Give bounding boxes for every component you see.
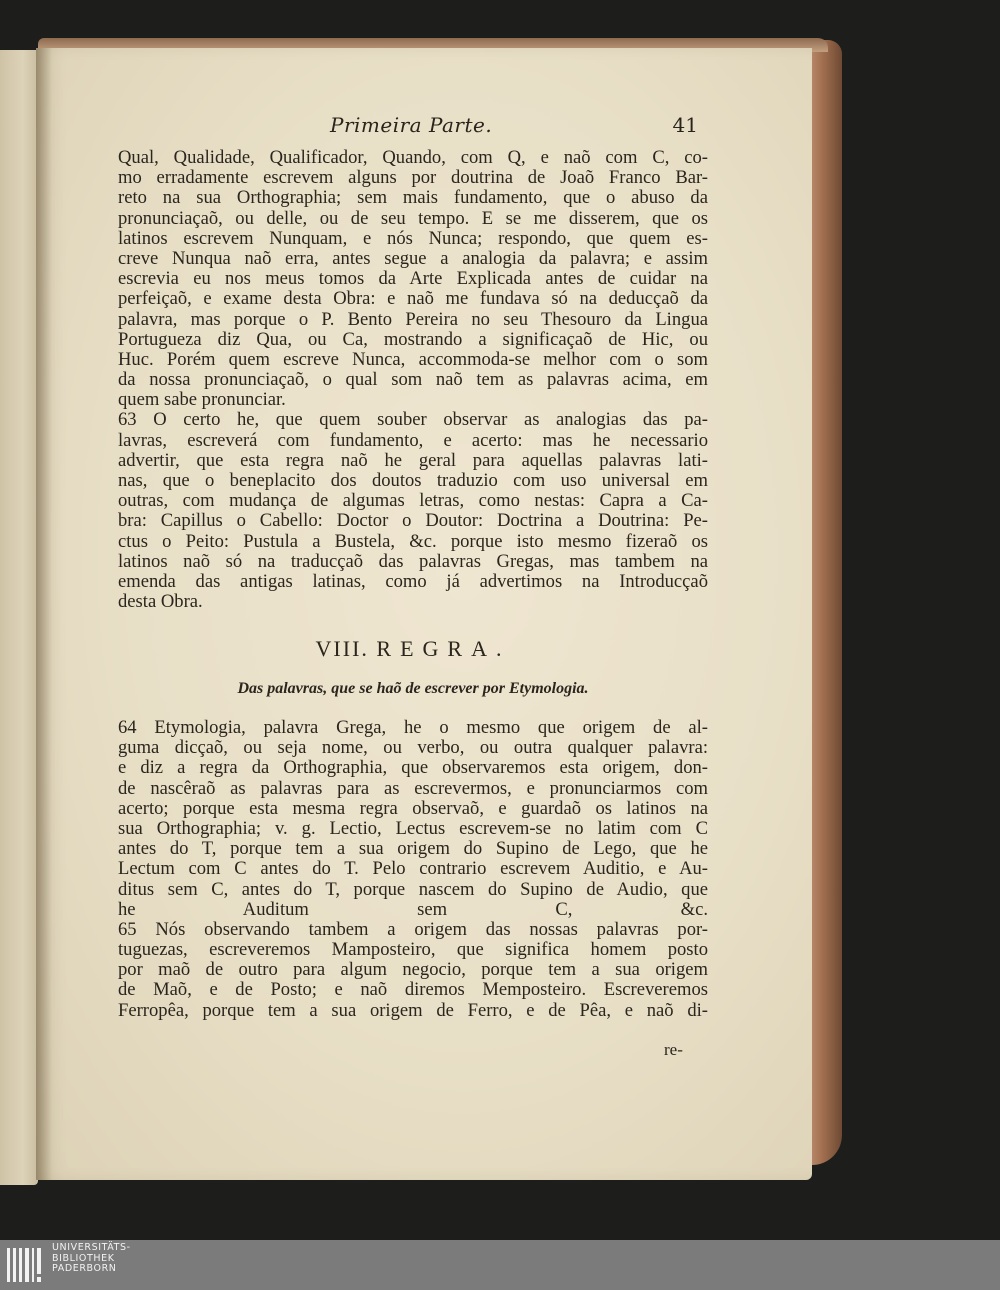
page-header bbox=[118, 113, 710, 143]
footer-bar bbox=[0, 1240, 1000, 1290]
section-subtitle: Das palavras, que se haõ de escrever por Etymologia. bbox=[237, 680, 589, 697]
text-line: palavra, mas porque o P. Bento Pereira no seu Thesouro da Lingua bbox=[118, 308, 708, 330]
text-line: da nossa pronunciaçaõ, o qual som naõ tem as palavras acima, em bbox=[118, 369, 708, 391]
text-line: bra: Capillus o Cabello: Doctor o Doutor: Doctrina a Doutrina: Pe- bbox=[118, 510, 708, 532]
text-line: Huc. Porém quem escreve Nunca, accommoda-se melhor com o som bbox=[118, 348, 708, 370]
text-line: 64 Etymologia, palavra Grega, he o mesmo que origem de al- bbox=[118, 717, 708, 738]
text-line: ctus o Peito: Pustula a Bustela, &c. porque isto mesmo fizeraõ os bbox=[118, 530, 708, 552]
section-heading-word: REGRA. bbox=[376, 636, 511, 661]
text-line: acerto; porque esta mesma regra observaõ, e guardaõ os latinos na bbox=[118, 797, 708, 819]
text-line: latinos escrevem Nunquam, e nós Nunca; respondo, que quem es- bbox=[118, 227, 708, 249]
running-title: Primeira Parte. bbox=[330, 113, 493, 137]
text-line: mo erradamente escrevem alguns por doutrina de Joaõ Franco Bar- bbox=[118, 167, 708, 189]
text-line: Lectum com C antes do T. Pelo contrario escrevem Auditio, e Au- bbox=[118, 858, 708, 880]
text-line: Qual, Qualidade, Qualificador, Quando, com Q, e naõ com C, co- bbox=[118, 147, 708, 168]
text-line: perfeiçaõ, e exame desta Obra: e naõ me fundava só na deducçaõ da bbox=[118, 288, 708, 310]
text-line: lavras, escreverá com fundamento, e acerto: mas he necessario bbox=[118, 429, 708, 451]
text-line: 65 Nós observando tambem a origem das nossas palavras por- bbox=[118, 918, 708, 940]
text-line: guma dicçaõ, ou seja nome, ou verbo, ou outra qualquer palavra: bbox=[118, 737, 708, 759]
page-number: 41 bbox=[672, 113, 698, 137]
library-barcode-logo-icon bbox=[6, 1242, 44, 1286]
text-line: ditus sem C, antes do T, porque nascem do Supino de Audio, que bbox=[118, 878, 708, 900]
text-line: emenda das antigas latinas, como já advertimos na Introducçaõ bbox=[118, 570, 708, 592]
text-line: Portugueza diz Qua, ou Ca, mostrando a significaçaõ de Hic, ou bbox=[118, 328, 708, 350]
text-line: advertir, que esta regra naõ he geral para aquellas palavras lati- bbox=[118, 449, 708, 471]
library-name-line: UNIVERSITÄTS- bbox=[52, 1242, 131, 1253]
text-line: Ferropêa, porque tem a sua origem de Ferro, e de Pêa, e naõ di- bbox=[118, 999, 708, 1021]
text-line: 63 O certo he, que quem souber observar as analogias das pa- bbox=[118, 409, 708, 431]
body-text-bottom bbox=[118, 718, 708, 1021]
text-line: de nascêraõ as palavras para as escrevermos, e pronunciarmos com bbox=[118, 777, 708, 799]
text-line: antes do T, porque tem a sua origem do Supino de Lego, que he bbox=[118, 838, 708, 860]
library-name-line: BIBLIOTHEK bbox=[52, 1252, 115, 1264]
text-line: e diz a regra da Orthographia, que observaremos esta origem, don- bbox=[118, 757, 708, 779]
text-line: de Maõ, e de Posto; e naõ diremos Memposteiro. Escreveremos bbox=[118, 979, 708, 1001]
text-line: sua Orthographia; v. g. Lectio, Lectus escrevem-se no latim com C bbox=[118, 817, 708, 839]
text-line: quem sabe pronunciar. bbox=[118, 389, 286, 411]
text-line: he Auditum sem C, &c. bbox=[118, 898, 708, 920]
library-name-line: PADERBORN bbox=[52, 1263, 117, 1274]
text-line: latinos naõ só na traducçaõ das palavras Gregas, mas tambem na bbox=[118, 550, 708, 572]
text-line: escrevia eu nos meus tomos da Arte Explicada antes de cuidar na bbox=[118, 268, 708, 290]
text-line: outras, com mudança de algumas letras, como nestas: Capra a Ca- bbox=[118, 490, 708, 512]
text-line: nas, que o beneplacito dos doutos traduzio com uso universal em bbox=[118, 470, 708, 491]
text-line: por maõ de outro para algum negocio, porque tem a sua origem bbox=[118, 959, 708, 981]
body-text-top bbox=[118, 148, 708, 612]
text-line: creve Nunqua naõ erra, antes segue a analogia da palavra; e assim bbox=[118, 247, 708, 269]
section-heading-numeral: VIII. bbox=[315, 636, 369, 661]
section-heading bbox=[118, 636, 708, 662]
text-line: desta Obra. bbox=[118, 591, 203, 613]
library-name bbox=[52, 1243, 131, 1275]
catchword: re- bbox=[664, 1040, 683, 1059]
page-gutter-shadow bbox=[36, 48, 52, 1180]
text-line: tuguezas, escreveremos Mamposteiro, que significa homem posto bbox=[118, 939, 708, 961]
text-line: reto na sua Orthographia; sem mais fundamento, que o abuso da bbox=[118, 187, 708, 209]
facing-page-edge bbox=[0, 50, 38, 1185]
text-line: pronunciaçaõ, ou delle, ou de seu tempo. E se me disserem, que os bbox=[118, 207, 708, 229]
